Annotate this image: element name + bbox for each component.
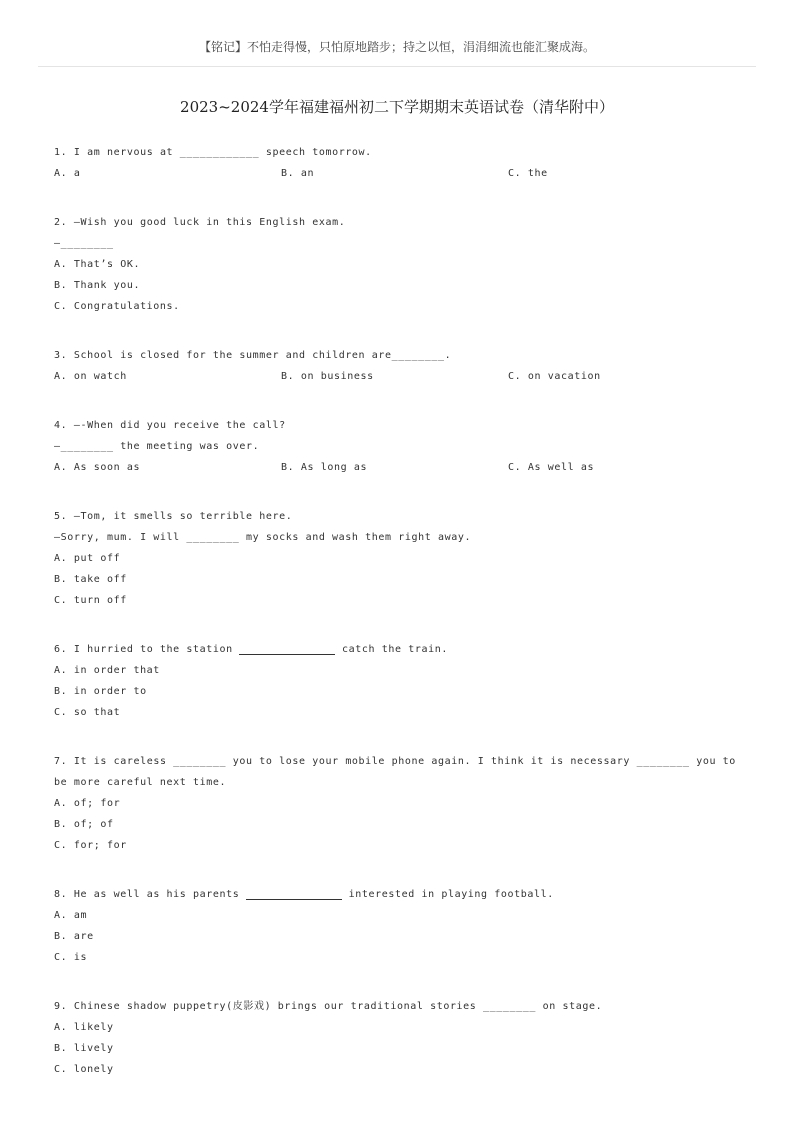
question-8 [54, 884, 744, 968]
option-c[interactable]: C. is [54, 952, 88, 963]
answer-blank[interactable] [246, 887, 342, 900]
option-c[interactable]: C. the [508, 168, 548, 179]
question-2-stem-line-2: —________ [54, 238, 114, 249]
option-b[interactable]: B. on business [281, 371, 374, 382]
question-7 [54, 751, 744, 856]
question-2-stem: 2. —Wish you good luck in this English exam. [54, 217, 346, 228]
question-3-stem: 3. School is closed for the summer and children are________. [54, 350, 452, 361]
page-title: 2023~2024学年福建福州初二下学期期末英语试卷（清华附中） [180, 98, 614, 116]
option-a[interactable]: A. put off [54, 553, 121, 564]
option-a[interactable]: A. a [54, 168, 81, 179]
question-1-stem: 1. I am nervous at ____________ speech tomorrow. [54, 147, 372, 158]
option-a[interactable]: A. in order that [54, 665, 160, 676]
option-a[interactable]: A. of; for [54, 798, 121, 809]
question-4 [54, 415, 744, 478]
option-a[interactable]: A. That’s OK. [54, 259, 141, 270]
option-a[interactable]: A. on watch [54, 371, 127, 382]
option-b[interactable]: B. lively [54, 1043, 114, 1054]
option-c[interactable]: C. for; for [54, 840, 127, 851]
question-4-stem: 4. —-When did you receive the call? [54, 420, 286, 431]
question-8-stem: 8. He as well as his parents interested in playing football. [54, 889, 554, 900]
question-7-stem: 7. It is careless ________ you to lose your mobile phone again. I think it is necessary ________ you to be more careful next time. [54, 756, 736, 788]
option-b[interactable]: B. in order to [54, 686, 147, 697]
question-5-stem-line-2: —Sorry, mum. I will ________ my socks and wash them right away. [54, 532, 472, 543]
question-6 [54, 639, 744, 723]
question-9-stem: 9. Chinese shadow puppetry(皮影戏) brings our traditional stories ________ on stage. [54, 1001, 603, 1012]
question-3-options [54, 366, 744, 387]
option-b[interactable]: B. an [281, 168, 315, 179]
question-1-options [54, 163, 744, 184]
question-list [54, 142, 744, 1108]
question-1 [54, 142, 744, 184]
option-a[interactable]: A. am [54, 910, 88, 921]
question-9 [54, 996, 744, 1080]
question-6-stem: 6. I hurried to the station catch the train. [54, 644, 448, 655]
option-b[interactable]: B. As long as [281, 462, 368, 473]
question-5-stem: 5. —Tom, it smells so terrible here. [54, 511, 293, 522]
option-c[interactable]: C. lonely [54, 1064, 114, 1075]
question-3 [54, 345, 744, 387]
option-c[interactable]: C. so that [54, 707, 121, 718]
option-a[interactable]: A. likely [54, 1022, 114, 1033]
option-b[interactable]: B. of; of [54, 819, 114, 830]
option-c[interactable]: C. As well as [508, 462, 595, 473]
option-c[interactable]: C. on vacation [508, 371, 601, 382]
option-b[interactable]: B. are [54, 931, 94, 942]
question-5 [54, 506, 744, 611]
option-c[interactable]: C. turn off [54, 595, 127, 606]
header-divider [38, 66, 756, 67]
option-a[interactable]: A. As soon as [54, 462, 141, 473]
option-c[interactable]: C. Congratulations. [54, 301, 180, 312]
option-b[interactable]: B. Thank you. [54, 280, 141, 291]
answer-blank[interactable] [239, 642, 335, 655]
header-motto: 【铭记】不怕走得慢，只怕原地踏步；持之以恒，涓涓细流也能汇聚成海。 [198, 40, 595, 54]
question-2 [54, 212, 744, 317]
option-b[interactable]: B. take off [54, 574, 127, 585]
question-4-stem-line-2: —________ the meeting was over. [54, 441, 260, 452]
question-4-options [54, 457, 744, 478]
